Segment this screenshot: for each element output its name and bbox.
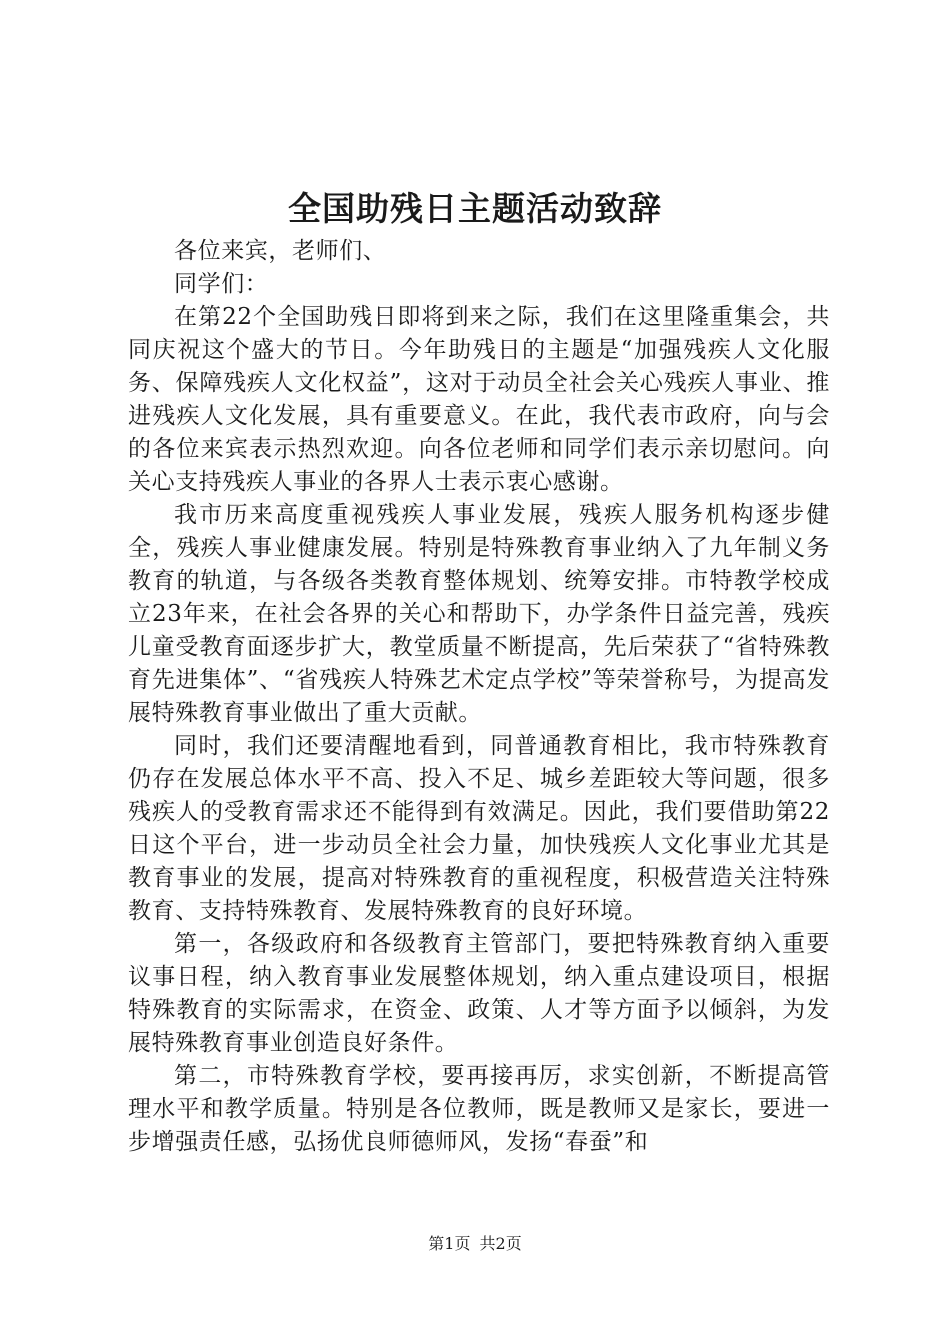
salutation-line-1: 各位来宾，老师们、: [174, 238, 387, 264]
page-total: 共2页: [479, 1234, 522, 1253]
paragraph-challenges: 同时，我们还要清醒地看到，同普通教育相比，我市特殊教育仍存在发展总体水平不高、投入不足、城乡差距较大等问题，很多残疾人的受教育需求还不能得到有效满足。因此，我们要借助第22日这个平台，进一步动员全社会力量，加快残疾人文化事业尤其是教育事业的发展，提高对特殊教育的重视程度，积极营造关注特殊教育、支持特殊教育、发展特殊教育的良好环境。: [128, 733, 830, 924]
paragraph-second-point: 第二，市特殊教育学校，要再接再厉，求实创新，不断提高管理水平和教学质量。特别是各位教师，既是教师又是家长，要进一步增强责任感，弘扬优良师德师风，发扬“春蚕”和: [128, 1063, 830, 1155]
page-footer: [0, 1232, 950, 1256]
paragraph-intro: 在第22个全国助残日即将到来之际，我们在这里隆重集会，共同庆祝这个盛大的节日。今年助残日的主题是“加强残疾人文化服务、保障残疾人文化权益”，这对于动员全社会关心残疾人事业、推进残疾人文化发展，具有重要意义。在此，我代表市政府，向与会的各位来宾表示热烈欢迎。向各位老师和同学们表示亲切慰问。向关心支持残疾人事业的各界人士表示衷心感谢。: [128, 304, 830, 495]
paragraph-first-point: 第一，各级政府和各级教育主管部门，要把特殊教育纳入重要议事日程，纳入教育事业发展整体规划，纳入重点建设项目，根据特殊教育的实际需求，在资金、政策、人才等方面予以倾斜，为发展特殊教育事业创造良好条件。: [128, 931, 830, 1056]
salutation-line-2: 同学们：: [174, 271, 269, 297]
document-body: [128, 235, 830, 1159]
page-number: 第1页: [428, 1234, 471, 1253]
document-title: 全国助残日主题活动致辞: [288, 189, 662, 228]
paragraph-achievements: 我市历来高度重视残疾人事业发展，残疾人服务机构逐步健全，残疾人事业健康发展。特别是特殊教育事业纳入了九年制义务教育的轨道，与各级各类教育整体规划、统筹安排。市特教学校成立23年来，在社会各界的关心和帮助下，办学条件日益完善，残疾儿童受教育面逐步扩大，教堂质量不断提高，先后荣获了“省特殊教育先进集体”、“省残疾人特殊艺术定点学校”等荣誉称号，为提高发展特殊教育事业做出了重大贡献。: [128, 502, 830, 726]
